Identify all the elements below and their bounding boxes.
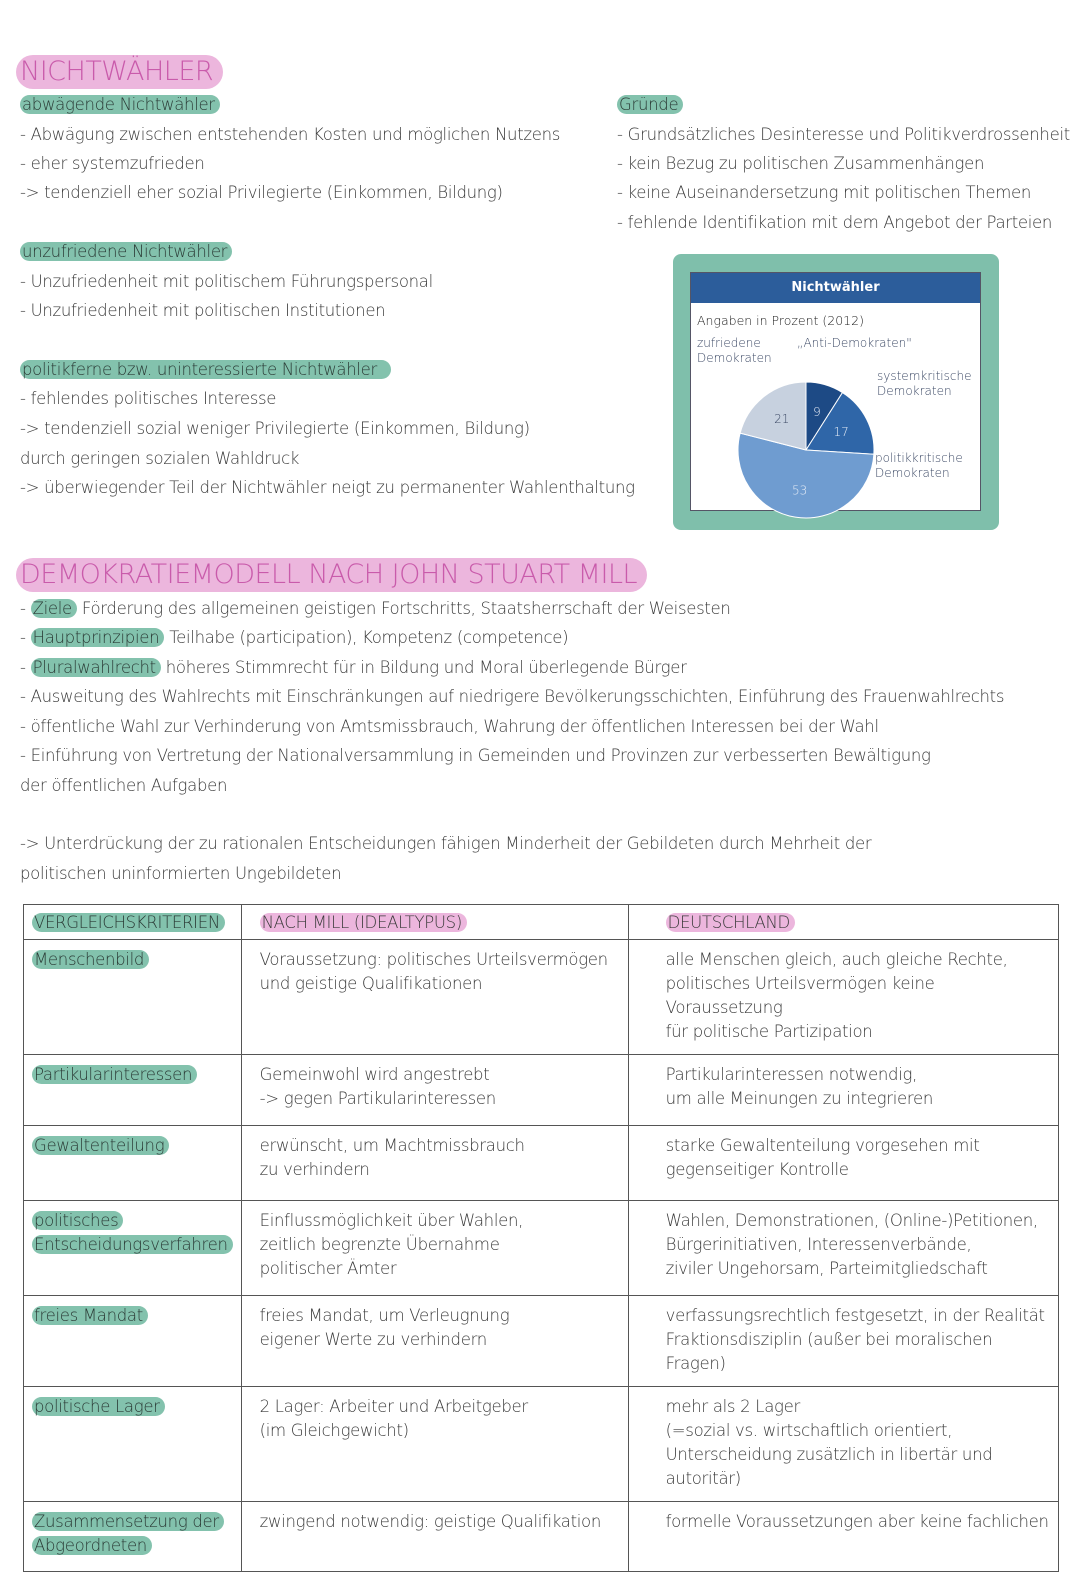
text-line: -> überwiegender Teil der Nichtwähler neigt zu permanenter Wahlenthaltung xyxy=(20,478,635,497)
slice-value-label: 53 xyxy=(791,483,808,498)
slice-value-label: 21 xyxy=(774,411,790,426)
cell-text: Fraktionsdisziplin (außer bei moralischen Fragen) xyxy=(665,1330,993,1373)
criterion-label: Zusammensetzung der xyxy=(32,1512,224,1531)
cell-text: -> gegen Partikularinteressen xyxy=(259,1089,496,1108)
key-pluralwahlrecht: Pluralwahlrecht xyxy=(31,658,161,677)
text-line: - Einführung von Vertretung der Nationalversammlung in Gemeinden und Provinzen zur verbesserten Bewältigung xyxy=(20,746,931,765)
cell-text: (im Gleichgewicht) xyxy=(259,1421,409,1440)
table-cell xyxy=(24,1055,242,1126)
notes-page: NICHTWÄHLER abwägende Nichtwähler - Abwägung zwischen entstehenden Kosten und möglichen Nutzens - eher systemzufrieden -> tendenziell eher sozial Privilegierte (Einkommen, Bildung) unzufriedene Nichtwähler - Unzufriedenheit mit politischem Führungspersonal - Unzufriedenheit mit politischen Institutionen politikferne bzw. uninteressierte Nichtwähler - fehlendes politisches Interesse -> tendenziell sozial weniger Privilegierte (Einkommen, Bildung) durch geringen sozialen Wahldruck -> überwiegender Teil der Nichtwähler neigt zu permanenter Wahlenthaltung Gründe - Grundsätzliches Desinteresse und Politikverdrossenheit - kein Bezug zu politischen Zusammenhängen - keine Auseinandersetzung mit politischen Themen - fehlende Identifikation mit dem Angebot der Parteien Nichtwähler Angaben in Prozent (2012) 9 17 53 21 „Anti-Demokraten" systemkritische Demokraten politikkritische Demokraten zufriedene Demokraten DEMOKRATIEMODELL NACH JOHN STUART MILL - Ziele Förderung des allgemeinen geistigen Fortschritts, Staatsherrschaft der Weisesten - Hauptprinzipien Teilhabe (participation), Kompetenz (competence) - Pluralwahlrecht höheres Stimmrecht für in Bildung und Moral überlegende Bürger - Ausweitung des Wahlrechts mit Einschränkungen auf niedrigere Bevölkerungsschichten, Einführung des Frauenwahlrechts - öffentliche Wahl zur Verhinderung von Amtsmissbrauch, Wahrung der öffentlichen Interessen bei der Wahl - Einführung von Vertretung der Nationalversammlung in Gemeinden und Provinzen zur verbesserten Bewältigung der öffentlichen Aufgaben -> Unterdrückung der zu rationalen Entscheidungen fähigen Minderheit der Gebildeten durch Mehrheit der politischen uninformierten Ungebildeten VERGLEICHSKRITERIEN NACH MILL (IDEALTYPUS) DEUTSCHLAND Menschenbild Voraussetzung: politisches Urteilsvermögen und geistige Qualifikationen alle Menschen gleich, auch gleiche Rechte, politisches Urteilsvermögen keine Voraussetzung für politische Partizipation Partikularinteressen Gemeinwohl wird angestrebt -> gegen Partikularinteressen Partikularinteressen notwendig, um alle Meinungen zu integrieren Gewaltenteilung erwünscht, um Machtmissbrauch zu verhindern starke Gewaltenteilung vorgesehen mit gegenseitiger Kontrolle politisches Entscheidungsverfahren Einflussmöglichkeit über Wahlen, zeitlich begrenzte Übernahme politischer Ämter Wahlen, Demonstrationen, (Online-)Petitionen, Bürgerinitiativen, Interessenverbände, ziviler Ungehorsam, Parteimitgliedschaft freies Mandat freies Mandat, um Verleugnung eigener Werte zu verhindern verfassungsrechtlich festgesetzt, in der Realität Fraktionsdisziplin (außer bei moralischen Fragen) politische Lager 2 Lager: Arbeiter und Arbeitgeber (im Gleichgewicht) mehr als 2 Lager (=sozial vs. wirtschaftlich orientiert, Unterscheidung zusätzlich in libertär und autoritär) Zusammensetzung der Abgeordneten zwingend notwendig: geistige Qualifikation formelle Voraussetzungen aber keine fachlichen xyxy=(0,0,1080,1525)
text-line: - öffentliche Wahl zur Verhinderung von Amtsmissbrauch, Wahrung der öffentlichen Interessen bei der Wahl xyxy=(20,717,879,736)
table-cell xyxy=(24,1387,242,1502)
criterion-label: Abgeordneten xyxy=(32,1536,152,1555)
text-line: - fehlende Identifikation mit dem Angebot der Parteien xyxy=(617,213,1053,232)
criterion-label: freies Mandat xyxy=(32,1306,148,1325)
cell-text: (=sozial vs. wirtschaftlich orientiert, xyxy=(665,1421,953,1440)
cell-text: zu verhindern xyxy=(259,1160,370,1179)
key-hauptprinzipien: Hauptprinzipien xyxy=(31,628,165,647)
table-cell xyxy=(24,1296,242,1387)
cell-text: formelle Voraussetzungen aber keine fachlichen xyxy=(665,1512,1049,1531)
cell-text: gegenseitiger Kontrolle xyxy=(665,1160,849,1179)
text-line: - Ausweitung des Wahlrechts mit Einschränkungen auf niedrigere Bevölkerungsschichten, Einführung des Frauenwahlrechts xyxy=(20,687,1005,706)
criterion-label: Partikularinteressen xyxy=(32,1065,197,1084)
criterion-label: Entscheidungsverfahren xyxy=(32,1235,233,1254)
table-cell xyxy=(628,940,1058,1055)
column-header: NACH MILL (IDEALTYPUS) xyxy=(260,913,467,932)
cell-text: für politische Partizipation xyxy=(665,1022,873,1041)
cell-text: zeitlich begrenzte Übernahme xyxy=(259,1235,500,1254)
cell-text: mehr als 2 Lager xyxy=(665,1397,800,1416)
text-line: - kein Bezug zu politischen Zusammenhängen xyxy=(617,154,985,173)
slice-value-label: 9 xyxy=(813,405,821,420)
legend-label: „Anti-Demokraten" xyxy=(797,336,912,350)
table-row xyxy=(24,1201,1059,1296)
table-cell xyxy=(628,1387,1058,1502)
text-line: - eher systemzufrieden xyxy=(20,154,205,173)
table-cell xyxy=(241,1296,628,1387)
table-row xyxy=(24,1387,1059,1502)
cell-text: Gemeinwohl wird angestrebt xyxy=(259,1065,490,1084)
table-cell xyxy=(241,940,628,1055)
table-cell xyxy=(241,1126,628,1201)
slice-value-label: 17 xyxy=(833,425,849,440)
table-cell xyxy=(628,1126,1058,1201)
table-row xyxy=(24,940,1059,1055)
text-line: durch geringen sozialen Wahldruck xyxy=(20,449,300,468)
heading-abwaegende: abwägende Nichtwähler xyxy=(20,95,220,114)
criterion-label: politische Lager xyxy=(32,1397,165,1416)
cell-text: Wahlen, Demonstrationen, (Online-)Petitionen, xyxy=(665,1211,1038,1230)
text-line: -> tendenziell sozial weniger Privilegierte (Einkommen, Bildung) xyxy=(20,419,530,438)
text-line: - Grundsätzliches Desinteresse und Politikverdrossenheit xyxy=(617,125,1070,144)
cell-text: freies Mandat, um Verleugnung xyxy=(259,1306,510,1325)
table-cell xyxy=(628,1296,1058,1387)
table-cell xyxy=(24,1502,242,1572)
cell-text: starke Gewaltenteilung vorgesehen mit xyxy=(665,1136,980,1155)
cell-text: 2 Lager: Arbeiter und Arbeitgeber xyxy=(259,1397,528,1416)
cell-text: Voraussetzung: politisches Urteilsvermögen xyxy=(259,950,608,969)
cell-text: Unterscheidung zusätzlich in libertär und autoritär) xyxy=(665,1445,993,1488)
table-cell xyxy=(241,1387,628,1502)
table-row xyxy=(24,1296,1059,1387)
table-row xyxy=(24,1502,1059,1572)
table-cell xyxy=(24,1126,242,1201)
table-cell xyxy=(24,940,242,1055)
legend-label: systemkritische Demokraten xyxy=(877,369,972,398)
table-cell xyxy=(628,1201,1058,1296)
heading-gruende: Gründe xyxy=(617,95,683,114)
legend-label: politikkritische Demokraten xyxy=(875,451,963,480)
chart-subtitle: Angaben in Prozent (2012) xyxy=(697,313,864,328)
cell-text: verfassungsrechtlich festgesetzt, in der Realität xyxy=(665,1306,1045,1325)
cell-text: politisches Urteilsvermögen keine Voraussetzung xyxy=(665,974,935,1017)
criterion-label: Menschenbild xyxy=(32,950,149,969)
key-ziele: Ziele xyxy=(31,599,77,618)
table-header-row xyxy=(24,905,1059,940)
nichtwaehler-chart-frame xyxy=(673,254,999,530)
cell-text: politischer Ämter xyxy=(259,1259,397,1278)
table-cell xyxy=(241,1502,628,1572)
table-cell xyxy=(24,1201,242,1296)
text-line: - fehlendes politisches Interesse xyxy=(20,389,277,408)
heading-politikferne: politikferne bzw. uninteressierte Nichtwähler xyxy=(20,360,391,379)
cell-text: alle Menschen gleich, auch gleiche Rechte, xyxy=(665,950,1008,969)
cell-text: Einflussmöglichkeit über Wahlen, xyxy=(259,1211,524,1230)
criterion-label: Gewaltenteilung xyxy=(32,1136,169,1155)
table-row xyxy=(24,1055,1059,1126)
text-line: -> Unterdrückung der zu rationalen Entscheidungen fähigen Minderheit der Gebildeten durch Mehrheit der xyxy=(20,834,872,853)
text-line: politischen uninformierten Ungebildeten xyxy=(20,864,342,883)
criterion-label: politisches xyxy=(32,1211,123,1230)
text-line: - Unzufriedenheit mit politischen Institutionen xyxy=(20,301,386,320)
cell-text: um alle Meinungen zu integrieren xyxy=(665,1089,934,1108)
text-line: der öffentlichen Aufgaben xyxy=(20,776,228,795)
cell-text: ziviler Ungehorsam, Parteimitgliedschaft xyxy=(665,1259,988,1278)
text-line: - Unzufriedenheit mit politischem Führungspersonal xyxy=(20,272,433,291)
column-header: VERGLEICHSKRITERIEN xyxy=(32,913,225,932)
chart-title: Nichtwähler xyxy=(691,273,980,303)
cell-text: eigener Werte zu verhindern xyxy=(259,1330,487,1349)
section-title-nichtwaehler: NICHTWÄHLER xyxy=(16,55,223,89)
nichtwaehler-chart xyxy=(690,272,981,511)
heading-unzufriedene: unzufriedene Nichtwähler xyxy=(20,242,232,261)
comparison-table xyxy=(23,904,1059,1572)
legend-label: zufriedene Demokraten xyxy=(697,336,772,365)
table-cell xyxy=(628,1502,1058,1572)
cell-text: Bürgerinitiativen, Interessenverbände, xyxy=(665,1235,972,1254)
table-cell xyxy=(241,1055,628,1126)
table-row xyxy=(24,1126,1059,1201)
column-header: DEUTSCHLAND xyxy=(666,913,795,932)
cell-text: Partikularinteressen notwendig, xyxy=(665,1065,918,1084)
text-line: - Abwägung zwischen entstehenden Kosten und möglichen Nutzens xyxy=(20,125,561,144)
table-cell xyxy=(628,1055,1058,1126)
table-cell xyxy=(241,1201,628,1296)
text-line: - keine Auseinandersetzung mit politischen Themen xyxy=(617,183,1032,202)
text-line: -> tendenziell eher sozial Privilegierte (Einkommen, Bildung) xyxy=(20,183,503,202)
cell-text: zwingend notwendig: geistige Qualifikation xyxy=(259,1512,602,1531)
cell-text: erwünscht, um Machtmissbrauch xyxy=(259,1136,525,1155)
section-title-mill: DEMOKRATIEMODELL NACH JOHN STUART MILL xyxy=(16,558,647,592)
cell-text: und geistige Qualifikationen xyxy=(259,974,483,993)
